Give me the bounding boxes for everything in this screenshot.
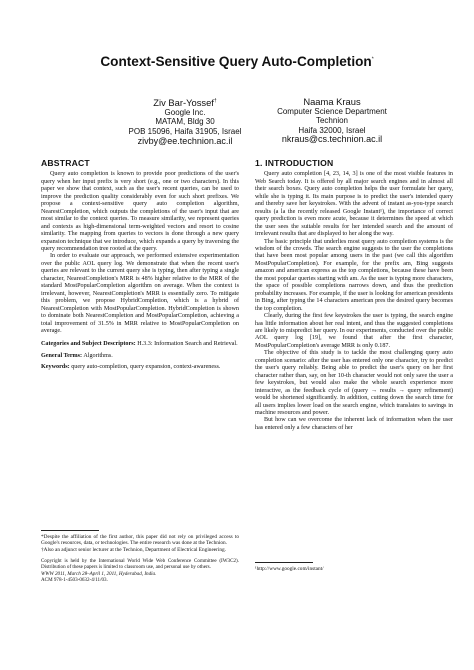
keywords-text: query auto-completion, query expansion, context-awareness. <box>71 364 221 371</box>
footnote-lecturer: †Also an adjunct senior lecturer at the Technion, Department of Electrical Engineering. <box>41 546 227 553</box>
acm-isbn: ACM 978-1-4503-0632-4/11/03. <box>41 576 108 583</box>
general-terms-label: General Terms: <box>41 352 83 359</box>
title-footnote-mark: * <box>371 56 374 63</box>
copyright-text: Copyright is held by the International World Wide Web Conference Committee (IW3C2). Distribution of these papers is limited to classroom use, and personal use by others. <box>41 558 239 571</box>
abstract-paragraph: Query auto completion is known to provide poor predictions of the user's query when her input prefix is very short (e.g., one or two characters). In this paper we show that context, such as the user's recent queries, can be used to improve the prediction quality considerably even for such short prefixes. We propose a context-sensitive query auto completion algorithm, NearestCompletion, which outputs the completions of the user's input that are most similar to the context queries. To measure similarity, we represent queries and contexts as high-dimensional term-weighted vectors and resort to cosine similarity. The mapping from queries to vectors is done through a new query expansion technique that we introduce, which expands a query by traversing the query recommendation tree rooted at the query. <box>41 171 239 252</box>
footnote-affiliation: *Despite the affiliation of the first author, this paper did not rely on privileged access to Google's resources, data, or technologies. The entire research was done at the Technion. <box>41 534 239 547</box>
author-address: Haifa 32000, Israel <box>298 125 366 135</box>
author-footnote-mark: † <box>213 98 217 104</box>
title-text: Context-Sensitive Query Auto-Completion <box>100 54 372 69</box>
author-address: POB 15096, Haifa 31905, Israel <box>128 126 242 136</box>
author-affiliation: Google Inc. <box>164 107 206 117</box>
categories-label: Categories and Subject Descriptors: <box>41 341 136 348</box>
author-name: Naama Kraus <box>303 96 361 107</box>
author-affiliation: Computer Science Department <box>277 106 387 116</box>
intro-paragraph: But how can we overcome the inherent lack of information when the user has entered only a few characters of her <box>255 417 453 431</box>
abstract-heading: ABSTRACT <box>41 158 90 168</box>
author-name: Ziv Bar-Yossef <box>153 97 214 109</box>
author-email: zivby@ee.technion.ac.il <box>137 135 233 146</box>
intro-paragraph: The objective of this study is to tackle the most challenging query auto completion scenario: after the user has entered only one character, try to predict the user's query reliably. Being able to predict the user's query on her first character rather than, say, on her 10-th character would not only save the user a few keystrokes, but would also make the whole search experience more interactive, as the feedback cycle of (query → results → query refinement) would be shortened significantly. In addition, cutting down the search time for all users implies lower load on the search engine, which translates to savings in machine resources and power. <box>255 350 453 416</box>
paper-title <box>40 54 434 69</box>
venue-text: WWW 2011, March 28–April 1, 2011, Hyderabad, India. <box>41 570 157 577</box>
keywords-line <box>41 364 239 371</box>
author-address: MATAM, Bldg 30 <box>155 117 215 127</box>
introduction-heading: 1. INTRODUCTION <box>255 158 334 168</box>
footnote-rule <box>41 530 99 531</box>
footnote-url: ¹http://www.google.com/instant/ <box>255 566 324 572</box>
left-footnotes <box>41 530 239 583</box>
keywords-label: Keywords: <box>41 364 70 371</box>
general-terms-text: Algorithms. <box>83 352 113 359</box>
author-block-1 <box>120 97 250 146</box>
right-footnotes <box>255 562 453 572</box>
left-column <box>41 160 239 372</box>
general-terms-line <box>41 353 239 360</box>
author-block-2 <box>252 97 412 145</box>
author-email: nkraus@cs.technion.ac.il <box>281 134 383 145</box>
right-column <box>255 160 453 432</box>
abstract-paragraph: In order to evaluate our approach, we performed extensive experimentation over the public AOL query log. We demonstrate that when the recent user's queries are relevant to the current query she is typing, then after typing a single character, NearestCompletion's MRR is 48% higher relative to the MRR of the standard MostPopularCompletion algorithm on average. When the context is irrelevant, however, NearestCompletion's MRR is essentially zero. To mitigate this problem, we propose HybridCompletion, which is a hybrid of NearestCompletion with MostPopularCompletion. HybridCompletion is shown to dominate both NearestCompletion and MostPopularCompletion, achieving a total improvement of 31.5% in MRR relative to MostPopularCompletion on average. <box>41 253 239 334</box>
footnote-rule <box>255 562 313 563</box>
intro-paragraph: The basic principle that underlies most query auto completion systems is the wisdom of the crowds. The search engine suggests to the user the completions that have been most popular among users in the past (we call this algorithm MostPopularCompletion). For example, for the prefix am, Bing suggests amazon and american express as the top completions, because these have been the most popular queries starting with am. As the user is typing more characters, the space of possible completions narrows down, and thus the prediction probability increases. For example, if the user is looking for american presidents in Bing, after typing the 14 characters american pres the desired query becomes the top completion. <box>255 238 453 312</box>
categories-line <box>41 341 239 348</box>
categories-text: H.3.3: Information Search and Retrieval. <box>137 341 238 348</box>
copyright-notice <box>41 558 239 583</box>
author-address: Technion <box>315 116 349 126</box>
intro-paragraph: Query auto completion [4, 23, 14, 3] is one of the most visible features in Web Search today. It is offered by all major search engines and in almost all their search boxes. Query auto completion helps the user formulate her query, while she is typing it. Its main purpose is to predict the user's intended query and thereby save her keystrokes. With the advent of instant as-you-type search results (a la the recently released Google Instant¹), the importance of correct query prediction is even more acute, because it determines the speed at which the user sees the suitable results for her intended search and the amount of irrelevant results that are displayed to her along the way. <box>255 171 453 238</box>
intro-paragraph: Clearly, during the first few keystrokes the user is typing, the search engine has little information about her real intent, and thus the suggested completions are likely to mispredict her query. In our experiments, conducted over the public AOL query log [19], we found that after the first character, MostPopularCompletion's average MRR is only 0.187. <box>255 313 453 349</box>
